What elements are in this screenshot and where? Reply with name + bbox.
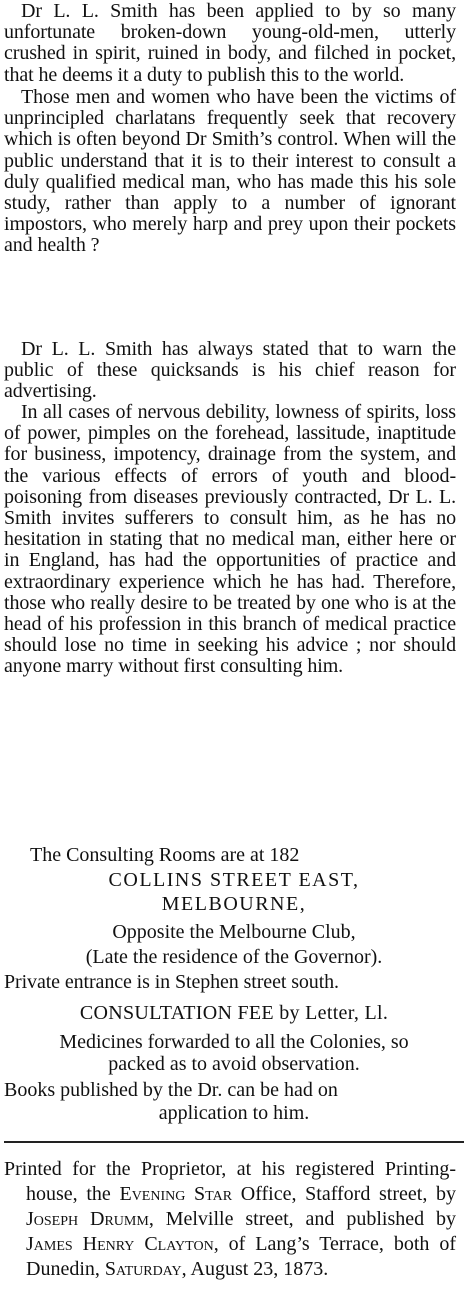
books-line-1: Books published by the Dr. can be had on xyxy=(4,1079,338,1101)
printer-name: Joseph Drumm xyxy=(26,1208,149,1230)
city-name: MELBOURNE, xyxy=(161,893,307,915)
publisher-name: James Henry Clayton xyxy=(26,1233,214,1255)
divider-rule xyxy=(4,1141,464,1143)
medicines-line-2: packed as to avoid observation. xyxy=(108,1053,360,1075)
paragraph-charlatans: Those men and women who have been the victims of unprincipled charlatans frequently seek that recovery which is often beyond Dr Smith’s control. When will the public understand that it is to their interest to consult a duly qualified medical man, who has made this his sole study, rather than apply to a number of ignorant impostors, who merely harp and prey upon their pockets and health ? xyxy=(4,86,456,257)
paragraph-intro: Dr L. L. Smith has been applied to by so many unfortunate broken-down young-old-men, utterly crushed in spirit, ruined in body, and filched in pocket, that he deems it a duty to publish this to the world. xyxy=(4,0,456,86)
consulting-rooms-line: The Consulting Rooms are at 182 xyxy=(30,844,300,866)
consultation-fee-line: CONSULTATION FEE by Letter, Ll. xyxy=(79,1002,389,1024)
printer-imprint xyxy=(4,1157,456,1282)
private-entrance-line: Private entrance is in Stephen street south. xyxy=(4,971,339,993)
imprint-text-1: Printed for the Proprietor, at his registered Printing-house, the xyxy=(4,1158,456,1205)
publication-day: Saturday xyxy=(104,1258,182,1280)
newspaper-name: Evening Star xyxy=(119,1183,233,1205)
paragraph-conditions: In all cases of nervous debility, lowness of spirits, loss of power, pimples on the forehead, lassitude, inaptitude for business, impotency, drainage from the system, and the various effects of errors of youth and blood-poisoning from diseases previously contracted, Dr L. L. Smith invites sufferers to consult him, as he has no hesitation in stating that no medical man, either here or in England, has had the opportunities of practice and extraordinary experience which he has had. Therefore, those who really desire to be treated by one who is at the head of his profession in this branch of medical practice should lose no time in seeking his advice ; nor should anyone marry without first consulting him. xyxy=(4,401,456,678)
medicines-line-1: Medicines forwarded to all the Colonies, so xyxy=(59,1031,409,1053)
paragraph-warning: Dr L. L. Smith has always stated that to warn the public of these quicksands is his chief reason for advertising. xyxy=(4,338,456,403)
imprint-text-3: , Melville street, and published by xyxy=(148,1208,456,1230)
imprint-text-4: , of Lang’s Terrace, both of Dunedin, xyxy=(26,1233,456,1280)
landmark-line: Opposite the Melbourne Club, xyxy=(112,921,356,943)
imprint-text-5: , August 23, 1873. xyxy=(181,1258,329,1280)
street-name: COLLINS STREET EAST, xyxy=(108,869,360,891)
imprint-text-2: Office, Stafford street, by xyxy=(232,1183,457,1205)
former-residence-line: (Late the residence of the Governor). xyxy=(85,946,383,968)
books-line-2: application to him. xyxy=(158,1102,310,1124)
